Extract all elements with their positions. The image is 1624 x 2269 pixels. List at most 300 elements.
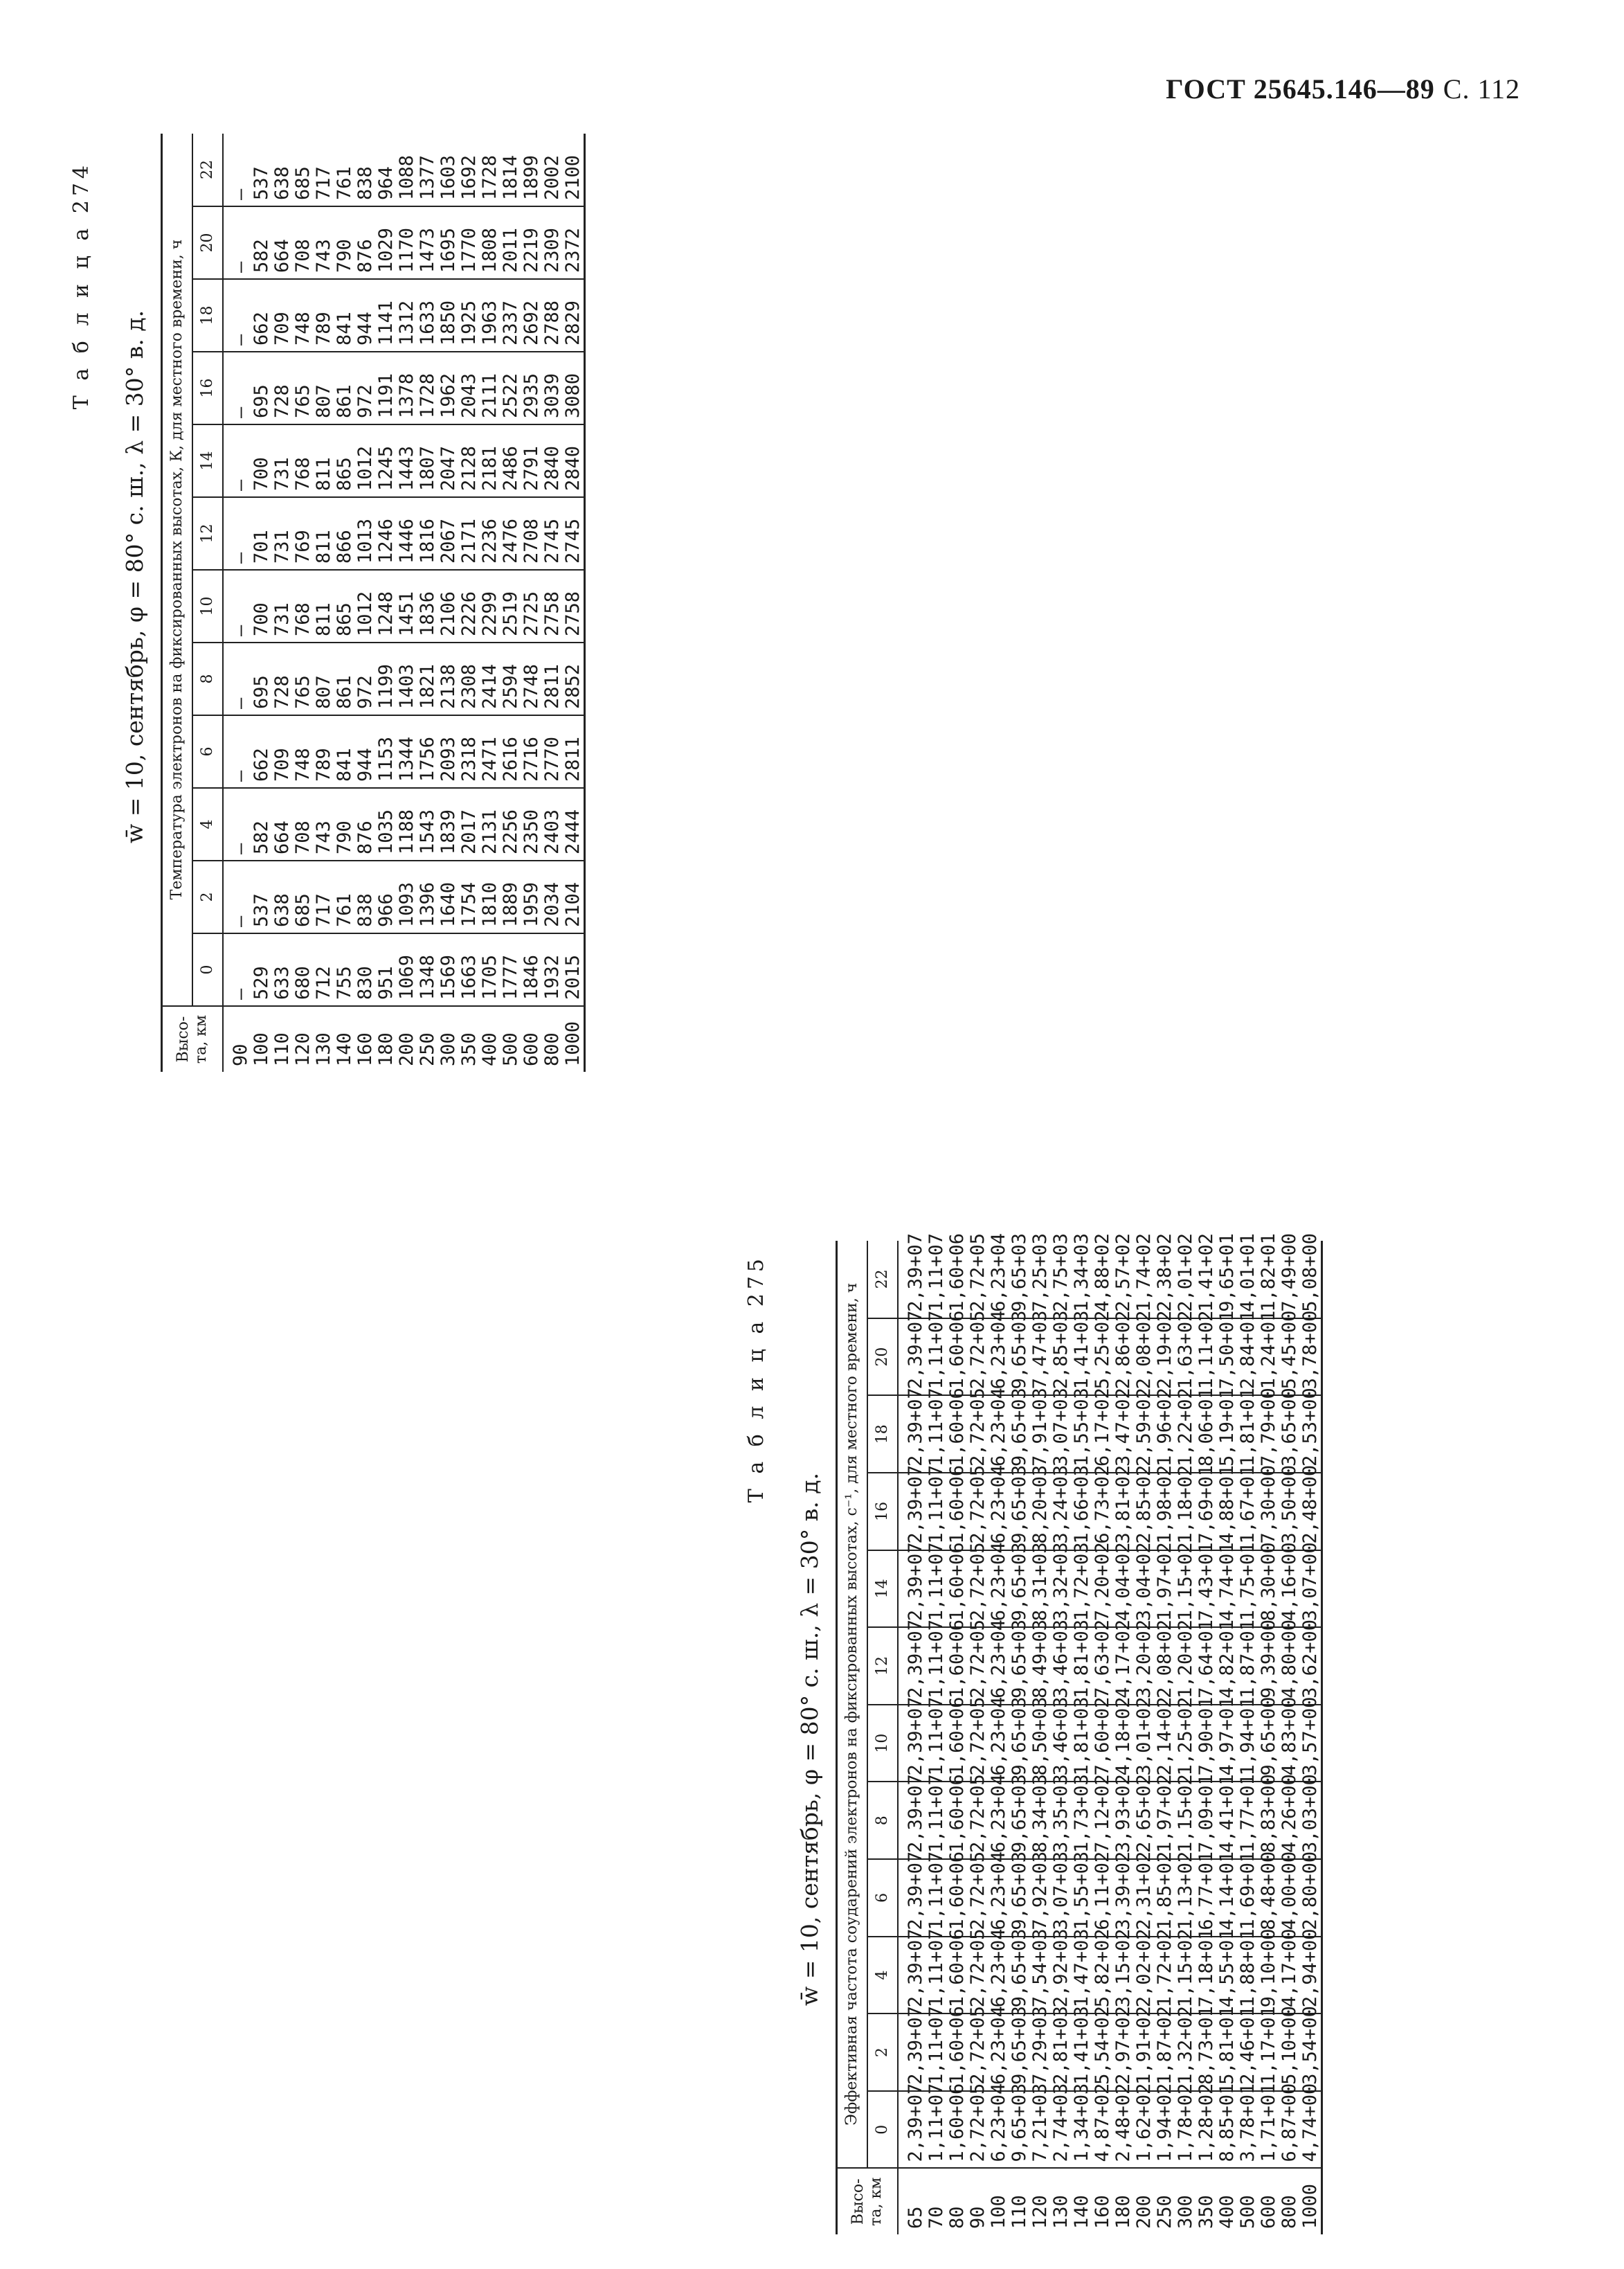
altitude-value: 100 [988,2195,1009,2229]
data-value: 768 [292,602,314,636]
data-value: 1,60+06 [946,1542,968,1622]
data-value: 6,23+04 [988,1232,1009,1312]
data-value: 1,60+06 [946,2083,968,2162]
data-value: 811 [313,602,334,636]
hour-header: 10 [867,1705,898,1782]
data-value: 7,47+03 [1029,1310,1051,1390]
data-value: 2852 [562,663,584,709]
data-value: 2745 [541,518,563,564]
table-275-block [744,1232,1323,2234]
data-value: 7,64+01 [1196,1620,1217,1698]
data-value: 2708 [521,518,542,564]
altitude-value: 1000 [562,1021,584,1066]
data-value: 2,97+02 [1112,2006,1134,2085]
data-value: 9,65+03 [1009,1696,1030,1776]
altitude-value: 350 [458,1032,480,1066]
data-value: 5,82+02 [1092,1928,1113,2008]
data-value: — [230,479,251,491]
data-value: 9,65+01 [1216,1232,1238,1312]
data-value: 1814 [500,154,521,200]
data-value: 876 [354,239,376,273]
data-value: 2791 [521,445,542,491]
data-column [223,424,585,497]
hour-header: 10 [192,570,223,643]
data-value: 2,72+05 [967,1388,989,1467]
data-value: 2,74+03 [1050,2083,1072,2162]
data-value: 685 [292,166,314,200]
data-value: 2,72+05 [967,1310,989,1390]
data-value: 1,71+01 [1258,2083,1279,2162]
data-value: 2,57+02 [1112,1232,1134,1312]
data-value: 2,72+05 [967,1232,989,1312]
data-value: 709 [271,748,293,782]
data-value: 7,63+02 [1092,1620,1113,1698]
data-value: 3,62+00 [1299,1620,1321,1698]
data-value: 1348 [417,954,438,1000]
data-column [898,1464,1322,1550]
data-value: 1012 [354,445,376,491]
data-value: 2758 [541,591,563,636]
data-value: 7,43+01 [1196,1542,1217,1622]
data-value: 1,60+06 [946,2006,968,2085]
data-value: 2034 [541,881,563,927]
data-value: 1245 [375,445,397,491]
data-value: 2,72+05 [967,1928,989,2008]
data-value: 861 [334,384,355,418]
data-value: 1728 [417,373,438,418]
data-value: 9,65+03 [1009,1310,1030,1390]
data-value: 1816 [417,518,438,564]
data-value: 1808 [479,227,500,273]
data-value: 807 [313,675,334,709]
data-value: 1,60+06 [946,1232,968,1312]
data-value: 9,65+03 [1009,1542,1030,1622]
data-value: 2748 [521,663,542,709]
data-value: 695 [251,675,272,709]
data-column [223,206,585,279]
altitude-value: 600 [521,1032,542,1066]
data-value: 9,65+03 [1009,1232,1030,1312]
data-value: 966 [375,893,397,927]
data-value: 2840 [541,445,563,491]
data-value: 865 [334,457,355,491]
data-value: 2219 [521,227,542,273]
data-value: 4,16+00 [1279,1542,1300,1622]
data-value: 1,11+07 [926,2006,947,2085]
data-value: 9,65+03 [1009,1464,1030,1544]
hour-header: 22 [867,1241,898,1318]
data-value: 861 [334,675,355,709]
data-value: 2181 [479,445,500,491]
data-value: 1728 [479,154,500,200]
data-value: 765 [292,384,314,418]
data-value: 7,54+03 [1029,1928,1051,2008]
altitude-value: 90 [967,2206,989,2229]
data-value: 709 [271,312,293,346]
data-value: 2,86+02 [1112,1310,1134,1390]
table-275 [836,1232,1323,2234]
data-value: 6,23+04 [988,2083,1009,2162]
data-value: 537 [251,893,272,927]
data-value: 2,39+07 [905,1928,926,2008]
data-value: 1,47+03 [1071,1928,1092,2008]
data-value: 4,88+01 [1216,1464,1238,1544]
data-value: 6,23+04 [988,1774,1009,1854]
data-value: — [230,188,251,200]
hour-header: 0 [192,933,223,1006]
data-value: 8,49+03 [1029,1620,1051,1698]
data-value: 866 [334,530,355,564]
data-value: 7,29+03 [1029,2006,1051,2085]
table-274-label: Т а б л и ц а 274 [69,161,93,410]
hour-header: 6 [192,715,223,788]
data-column [223,933,585,1006]
data-value: 582 [251,239,272,273]
data-value: 2015 [562,954,584,1000]
data-value: 9,65+03 [1009,1620,1030,1698]
data-value: 9,65+00 [1258,1696,1279,1776]
data-value: 1543 [417,809,438,854]
altitude-value: 200 [1133,2195,1155,2229]
data-value: 838 [354,166,376,200]
data-column [223,570,585,643]
data-value: 638 [271,166,293,200]
data-value: 2758 [562,591,584,636]
data-value: 1,74+02 [1133,1232,1155,1312]
hour-header: 4 [867,1937,898,2014]
data-value: 4,41+01 [1216,1774,1238,1854]
data-value: 9,65+03 [1009,1928,1030,2008]
hour-header: 22 [192,134,223,206]
data-value: 3,93+02 [1112,1774,1134,1854]
data-value: 2,85+02 [1133,1464,1155,1544]
data-value: 731 [271,602,293,636]
data-value: 662 [251,312,272,346]
data-value: 582 [251,820,272,854]
altitude-value: 400 [479,1032,500,1066]
data-value: 1,60+06 [946,1696,968,1776]
data-value: 2616 [500,736,521,782]
data-value: 743 [313,239,334,273]
data-value: 944 [354,312,376,346]
data-value: 1836 [417,591,438,636]
data-value: 2840 [562,445,584,491]
altitude-value: 130 [313,1032,334,1066]
data-value: 1,11+02 [1196,1310,1217,1390]
data-value: 2171 [458,518,480,564]
data-value: 4,26+00 [1279,1774,1300,1854]
data-column [898,1696,1322,1782]
altitude-value: 140 [334,1032,355,1066]
data-value: 2,46+01 [1237,2006,1258,2085]
data-value: 1807 [417,445,438,491]
data-value: 6,23+04 [988,1310,1009,1390]
data-value: 5,54+02 [1092,2006,1113,2085]
data-value: 1,97+02 [1154,1542,1175,1622]
data-value: 6,87+00 [1279,2083,1300,2162]
data-value: 765 [292,675,314,709]
data-column [223,788,585,861]
data-value: 2,72+05 [967,2083,989,2162]
data-value: 2,39+07 [905,1388,926,1467]
data-value: 1,25+02 [1175,1696,1196,1776]
data-value: 1770 [458,227,480,273]
data-column [898,1388,1322,1473]
altitude-value: 300 [1175,2195,1196,2229]
data-value: 1,73+03 [1071,1774,1092,1854]
hour-header: 4 [192,788,223,861]
data-value: 2788 [541,300,563,346]
data-value: 3,01+02 [1133,1696,1155,1776]
table-274 [161,134,586,1072]
data-value: 1248 [375,591,397,636]
data-column [898,1232,1322,1318]
data-value: 1963 [479,300,500,346]
data-value: 6,77+01 [1196,1851,1217,1930]
data-value: 1013 [354,518,376,564]
data-value: 2745 [562,518,584,564]
altitude-value: 350 [1196,2195,1217,2229]
hour-header: 8 [192,643,223,715]
page-number: С. 112 [1443,73,1520,105]
hour-header: 16 [867,1473,898,1550]
data-value: 7,20+02 [1092,1542,1113,1622]
data-value: — [230,552,251,564]
data-value: 2,19+02 [1154,1310,1175,1390]
data-value: 2,08+02 [1154,1620,1175,1698]
data-value: 2,72+05 [967,1851,989,1930]
data-value: 5,10+00 [1279,2006,1300,2085]
data-value: 2,01+02 [1175,1232,1196,1312]
data-value: 1962 [437,373,459,418]
data-value: 865 [334,602,355,636]
data-value: 2,39+07 [905,1851,926,1930]
data-value: 685 [292,893,314,927]
data-value: 964 [375,166,397,200]
data-value: 6,23+04 [988,1928,1009,2008]
data-value: 1451 [396,591,417,636]
data-value: 3,78+01 [1237,2083,1258,2162]
hour-header: 2 [192,861,223,933]
data-value: — [230,261,251,273]
data-value: 700 [251,457,272,491]
data-value: 2,48+02 [1112,2083,1134,2162]
data-value: 1,34+03 [1071,1232,1092,1312]
data-value: 3,20+02 [1133,1620,1155,1698]
data-value: 761 [334,166,355,200]
data-value: 761 [334,893,355,927]
hour-header: 20 [867,1318,898,1396]
hour-header: 14 [867,1550,898,1628]
hour-header: 12 [867,1627,898,1705]
data-column [223,279,585,352]
data-value: — [230,988,251,1000]
data-value: 1443 [396,445,417,491]
hour-header: 16 [192,352,223,424]
data-value: — [230,697,251,709]
data-value: 1,11+07 [926,1388,947,1467]
data-value: 5,25+02 [1092,1310,1113,1390]
data-value: 6,23+04 [988,1388,1009,1467]
data-value: 2111 [479,373,500,418]
data-value: 1,72+02 [1154,1928,1175,2008]
data-value: 4,80+00 [1279,1620,1300,1698]
hour-header: 18 [867,1395,898,1473]
table-row [223,134,585,1072]
data-value: 1,15+02 [1175,1774,1196,1854]
data-value: 2309 [541,227,563,273]
data-value: 2770 [541,736,563,782]
data-value: 838 [354,893,376,927]
data-value: 1,13+02 [1175,1851,1196,1930]
data-value: 1,28+02 [1196,2083,1217,2162]
data-column [898,1542,1322,1628]
data-value: 4,74+01 [1216,1542,1238,1622]
data-value: 841 [334,748,355,782]
data-value: 2476 [500,518,521,564]
altitude-value: 110 [271,1032,293,1066]
data-value: 2,39+07 [905,1696,926,1776]
data-value: 1,60+06 [946,1774,968,1854]
data-value: 2104 [562,881,584,927]
data-value: 5,45+00 [1279,1310,1300,1390]
data-value: 6,23+04 [988,1620,1009,1698]
data-value: 1170 [396,227,417,273]
hour-header: 6 [867,1859,898,1937]
data-value: 6,23+04 [988,1464,1009,1544]
data-value: 1,41+03 [1071,2006,1092,2085]
data-value: 2,85+03 [1050,1310,1072,1390]
data-value: 1889 [500,881,521,927]
data-value: 972 [354,384,376,418]
data-value: 3,15+02 [1112,1928,1134,2008]
data-value: 1,11+07 [926,1928,947,2008]
data-value: 1,11+07 [926,1232,947,1312]
data-value: 1,85+02 [1154,1851,1175,1930]
data-value: 951 [375,966,397,1000]
data-value: 2,59+02 [1133,1388,1155,1467]
data-value: 1,11+07 [926,1464,947,1544]
altitude-value: 800 [1279,2195,1300,2229]
data-value: 1,75+01 [1237,1542,1258,1622]
data-value: 2,02+02 [1133,1928,1155,2008]
data-value: — [230,770,251,782]
altitude-value: 1000 [1299,2183,1321,2229]
data-value: 1810 [479,881,500,927]
data-value: 1,87+01 [1237,1620,1258,1698]
data-value: 1,24+01 [1258,1310,1279,1390]
hour-header: 12 [192,497,223,570]
data-value: 2,48+00 [1299,1464,1321,1544]
data-value: 3,78+00 [1299,1310,1321,1390]
data-value: 4,55+01 [1216,1928,1238,2008]
data-value: 2,92+03 [1050,1928,1072,2008]
data-value: 1,11+07 [926,1696,947,1776]
hour-header: 0 [867,2091,898,2169]
data-value: 2,39+07 [905,1542,926,1622]
data-value: 7,50+01 [1216,1310,1238,1390]
data-value: 1396 [417,881,438,927]
data-value: 695 [251,384,272,418]
data-value: 1,87+02 [1154,2006,1175,2085]
data-value: 769 [292,530,314,564]
table-274-block [69,134,586,1072]
altitude-value: 120 [292,1032,314,1066]
data-value: 2414 [479,663,500,709]
data-value: 662 [251,748,272,782]
data-value: 1,81+03 [1071,1620,1092,1698]
altitude-value: 500 [500,1032,521,1066]
data-value: 2935 [521,373,542,418]
data-value: 2,72+05 [967,1620,989,1698]
altitude-value: 80 [946,2206,968,2229]
data-value: 789 [313,312,334,346]
data-value: 1,97+02 [1154,1774,1175,1854]
data-value: 1088 [396,154,417,200]
data-value: 1,18+02 [1175,1464,1196,1544]
altitude-value: 70 [926,2206,947,2229]
data-value: 712 [313,966,334,1000]
data-value: 4,74+00 [1299,2083,1321,2162]
data-value: 7,49+00 [1279,1232,1300,1312]
data-value: 1188 [396,809,417,854]
data-value: 3039 [541,373,563,418]
data-value: — [230,843,251,854]
data-value: 1,41+02 [1196,1232,1217,1312]
data-value: 1,82+01 [1258,1232,1279,1312]
data-value: 2471 [479,736,500,782]
data-value: 1925 [458,300,480,346]
data-value: 6,23+04 [988,1542,1009,1622]
data-value: 1378 [396,373,417,418]
data-value: 4,83+00 [1279,1696,1300,1776]
data-value: 1141 [375,300,397,346]
data-value: 7,90+01 [1196,1696,1217,1776]
data-value: 4,14+01 [1216,1851,1238,1930]
data-value: 717 [313,166,334,200]
data-value: 7,12+02 [1092,1774,1113,1854]
data-value: 2,80+00 [1299,1851,1321,1930]
data-value: 3,54+00 [1299,2006,1321,2085]
data-value: 743 [313,820,334,854]
data-value: 2002 [541,154,563,200]
data-value: 1,91+02 [1133,2006,1155,2085]
data-value: 1,11+07 [926,2083,947,2162]
data-value: 8,34+03 [1029,1774,1051,1854]
data-value: 4,87+02 [1092,2083,1113,2162]
data-value: 2043 [458,373,480,418]
data-value: 768 [292,457,314,491]
data-value: 3,04+02 [1133,1542,1155,1622]
altitude-cell [898,2168,1322,2234]
hour-header: 20 [192,206,223,279]
data-value: 2067 [437,518,459,564]
page-header [1166,73,1520,105]
data-value: 4,82+01 [1216,1620,1238,1698]
data-value: 1377 [417,154,438,200]
data-value: 1,60+06 [946,1928,968,2008]
data-value: 8,48+00 [1258,1851,1279,1930]
data-value: 7,21+03 [1029,2083,1051,2162]
data-value: 1,11+07 [926,1542,947,1622]
data-value: 2811 [562,736,584,782]
data-value: 1821 [417,663,438,709]
data-value: 1,32+02 [1175,2006,1196,2085]
data-value: 7,69+01 [1196,1464,1217,1544]
data-value: — [230,625,251,636]
data-value: 2299 [479,591,500,636]
data-column [223,352,585,424]
